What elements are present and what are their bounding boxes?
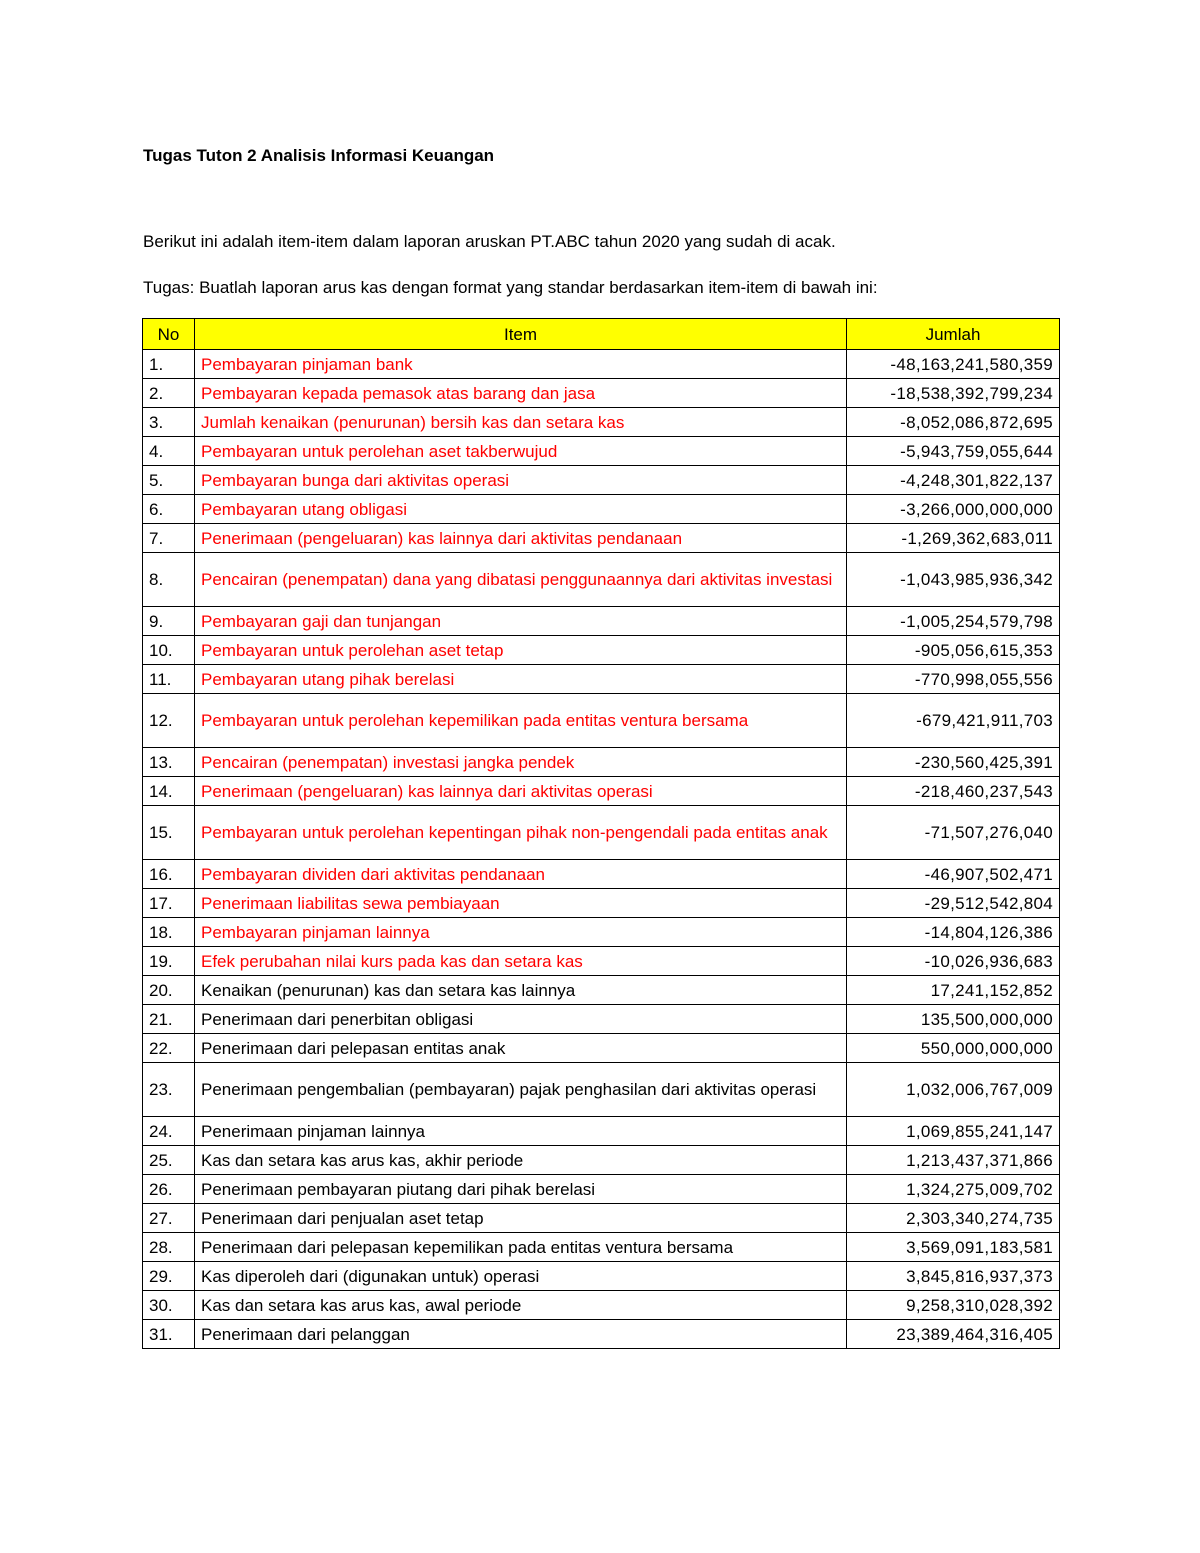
row-amount: -8,052,086,872,695 xyxy=(847,408,1060,437)
row-number: 12. xyxy=(143,694,195,748)
row-number: 29. xyxy=(143,1262,195,1291)
intro-paragraph: Berikut ini adalah item-item dalam laporan aruskan PT.ABC tahun 2020 yang sudah di acak. xyxy=(143,232,836,251)
row-item-name: Efek perubahan nilai kurs pada kas dan setara kas xyxy=(195,947,847,976)
row-amount: 1,213,437,371,866 xyxy=(847,1146,1060,1175)
header-item: Item xyxy=(195,319,847,350)
row-number: 28. xyxy=(143,1233,195,1262)
row-item-name: Pembayaran untuk perolehan aset tetap xyxy=(195,636,847,665)
table-row xyxy=(143,607,1060,636)
table-row xyxy=(143,976,1060,1005)
row-amount: -905,056,615,353 xyxy=(847,636,1060,665)
row-amount: -4,248,301,822,137 xyxy=(847,466,1060,495)
row-item-name: Pembayaran untuk perolehan aset takberwujud xyxy=(195,437,847,466)
table-row xyxy=(143,1233,1060,1262)
table-row xyxy=(143,1146,1060,1175)
row-item-name: Kas diperoleh dari (digunakan untuk) operasi xyxy=(195,1262,847,1291)
row-amount: 1,324,275,009,702 xyxy=(847,1175,1060,1204)
table-row xyxy=(143,777,1060,806)
row-item-name: Penerimaan dari penerbitan obligasi xyxy=(195,1005,847,1034)
row-amount: -1,269,362,683,011 xyxy=(847,524,1060,553)
row-amount: -1,043,985,936,342 xyxy=(847,553,1060,607)
table-row xyxy=(143,665,1060,694)
row-number: 4. xyxy=(143,437,195,466)
table-row xyxy=(143,1034,1060,1063)
row-item-name: Penerimaan pengembalian (pembayaran) pajak penghasilan dari aktivitas operasi xyxy=(195,1063,847,1117)
row-number: 9. xyxy=(143,607,195,636)
row-item-name: Jumlah kenaikan (penurunan) bersih kas dan setara kas xyxy=(195,408,847,437)
table-row xyxy=(143,918,1060,947)
row-item-name: Kenaikan (penurunan) kas dan setara kas lainnya xyxy=(195,976,847,1005)
row-item-name: Penerimaan (pengeluaran) kas lainnya dari aktivitas operasi xyxy=(195,777,847,806)
table-row xyxy=(143,495,1060,524)
row-number: 8. xyxy=(143,553,195,607)
table-row xyxy=(143,1262,1060,1291)
row-amount: -29,512,542,804 xyxy=(847,889,1060,918)
table-row xyxy=(143,636,1060,665)
row-amount: -770,998,055,556 xyxy=(847,665,1060,694)
table-row xyxy=(143,1320,1060,1349)
row-item-name: Pembayaran utang obligasi xyxy=(195,495,847,524)
row-number: 31. xyxy=(143,1320,195,1349)
row-item-name: Penerimaan pinjaman lainnya xyxy=(195,1117,847,1146)
row-number: 20. xyxy=(143,976,195,1005)
document-title: Tugas Tuton 2 Analisis Informasi Keuangan xyxy=(143,146,495,165)
row-item-name: Pencairan (penempatan) investasi jangka pendek xyxy=(195,748,847,777)
row-number: 6. xyxy=(143,495,195,524)
row-number: 26. xyxy=(143,1175,195,1204)
row-item-name: Pembayaran dividen dari aktivitas pendanaan xyxy=(195,860,847,889)
row-amount: -218,460,237,543 xyxy=(847,777,1060,806)
row-amount: 2,303,340,274,735 xyxy=(847,1204,1060,1233)
row-amount: 1,069,855,241,147 xyxy=(847,1117,1060,1146)
row-item-name: Penerimaan dari pelanggan xyxy=(195,1320,847,1349)
row-amount: -18,538,392,799,234 xyxy=(847,379,1060,408)
row-amount: -46,907,502,471 xyxy=(847,860,1060,889)
row-amount: 23,389,464,316,405 xyxy=(847,1320,1060,1349)
table-row xyxy=(143,466,1060,495)
row-amount: -679,421,911,703 xyxy=(847,694,1060,748)
row-amount: -3,266,000,000,000 xyxy=(847,495,1060,524)
table-row xyxy=(143,553,1060,607)
row-number: 21. xyxy=(143,1005,195,1034)
row-item-name: Pembayaran untuk perolehan kepentingan pihak non-pengendali pada entitas anak xyxy=(195,806,847,860)
table-row xyxy=(143,1291,1060,1320)
row-amount: 9,258,310,028,392 xyxy=(847,1291,1060,1320)
cash-flow-items-table xyxy=(142,318,1060,1349)
table-row xyxy=(143,408,1060,437)
row-item-name: Pembayaran kepada pemasok atas barang dan jasa xyxy=(195,379,847,408)
row-item-name: Penerimaan liabilitas sewa pembiayaan xyxy=(195,889,847,918)
row-number: 19. xyxy=(143,947,195,976)
row-number: 2. xyxy=(143,379,195,408)
table-row xyxy=(143,1175,1060,1204)
row-number: 24. xyxy=(143,1117,195,1146)
header-no: No xyxy=(143,319,195,350)
row-number: 11. xyxy=(143,665,195,694)
row-amount: -1,005,254,579,798 xyxy=(847,607,1060,636)
row-item-name: Pembayaran pinjaman bank xyxy=(195,350,847,379)
row-item-name: Kas dan setara kas arus kas, awal periode xyxy=(195,1291,847,1320)
row-amount: -71,507,276,040 xyxy=(847,806,1060,860)
row-number: 3. xyxy=(143,408,195,437)
row-item-name: Penerimaan pembayaran piutang dari pihak berelasi xyxy=(195,1175,847,1204)
table-row xyxy=(143,694,1060,748)
row-amount: 3,569,091,183,581 xyxy=(847,1233,1060,1262)
row-item-name: Penerimaan (pengeluaran) kas lainnya dari aktivitas pendanaan xyxy=(195,524,847,553)
table-row xyxy=(143,889,1060,918)
table-row xyxy=(143,350,1060,379)
row-amount: 1,032,006,767,009 xyxy=(847,1063,1060,1117)
row-number: 13. xyxy=(143,748,195,777)
row-number: 18. xyxy=(143,918,195,947)
row-amount: -48,163,241,580,359 xyxy=(847,350,1060,379)
row-item-name: Pembayaran utang pihak berelasi xyxy=(195,665,847,694)
table-row xyxy=(143,860,1060,889)
table-header-row xyxy=(143,319,1060,350)
row-item-name: Pembayaran pinjaman lainnya xyxy=(195,918,847,947)
row-amount: 17,241,152,852 xyxy=(847,976,1060,1005)
row-item-name: Kas dan setara kas arus kas, akhir periode xyxy=(195,1146,847,1175)
row-number: 27. xyxy=(143,1204,195,1233)
row-amount: 550,000,000,000 xyxy=(847,1034,1060,1063)
table-row xyxy=(143,1005,1060,1034)
row-number: 23. xyxy=(143,1063,195,1117)
row-number: 25. xyxy=(143,1146,195,1175)
row-item-name: Pembayaran gaji dan tunjangan xyxy=(195,607,847,636)
row-number: 14. xyxy=(143,777,195,806)
header-amount: Jumlah xyxy=(847,319,1060,350)
row-item-name: Pembayaran bunga dari aktivitas operasi xyxy=(195,466,847,495)
table-body xyxy=(143,350,1060,1349)
row-number: 7. xyxy=(143,524,195,553)
row-item-name: Pencairan (penempatan) dana yang dibatasi penggunaannya dari aktivitas investasi xyxy=(195,553,847,607)
row-item-name: Pembayaran untuk perolehan kepemilikan pada entitas ventura bersama xyxy=(195,694,847,748)
table-row xyxy=(143,1117,1060,1146)
row-amount: -10,026,936,683 xyxy=(847,947,1060,976)
row-number: 10. xyxy=(143,636,195,665)
row-number: 30. xyxy=(143,1291,195,1320)
table-row xyxy=(143,379,1060,408)
table-row xyxy=(143,806,1060,860)
row-number: 15. xyxy=(143,806,195,860)
row-amount: 3,845,816,937,373 xyxy=(847,1262,1060,1291)
row-amount: 135,500,000,000 xyxy=(847,1005,1060,1034)
row-amount: -14,804,126,386 xyxy=(847,918,1060,947)
row-item-name: Penerimaan dari pelepasan entitas anak xyxy=(195,1034,847,1063)
row-number: 22. xyxy=(143,1034,195,1063)
row-amount: -5,943,759,055,644 xyxy=(847,437,1060,466)
table-row xyxy=(143,437,1060,466)
row-number: 17. xyxy=(143,889,195,918)
row-item-name: Penerimaan dari penjualan aset tetap xyxy=(195,1204,847,1233)
row-number: 5. xyxy=(143,466,195,495)
table-row xyxy=(143,1204,1060,1233)
row-number: 1. xyxy=(143,350,195,379)
table-row xyxy=(143,748,1060,777)
table-row xyxy=(143,524,1060,553)
task-instruction: Tugas: Buatlah laporan arus kas dengan format yang standar berdasarkan item-item di bawah ini: xyxy=(143,278,878,297)
row-number: 16. xyxy=(143,860,195,889)
table-row xyxy=(143,1063,1060,1117)
table-row xyxy=(143,947,1060,976)
row-item-name: Penerimaan dari pelepasan kepemilikan pada entitas ventura bersama xyxy=(195,1233,847,1262)
row-amount: -230,560,425,391 xyxy=(847,748,1060,777)
